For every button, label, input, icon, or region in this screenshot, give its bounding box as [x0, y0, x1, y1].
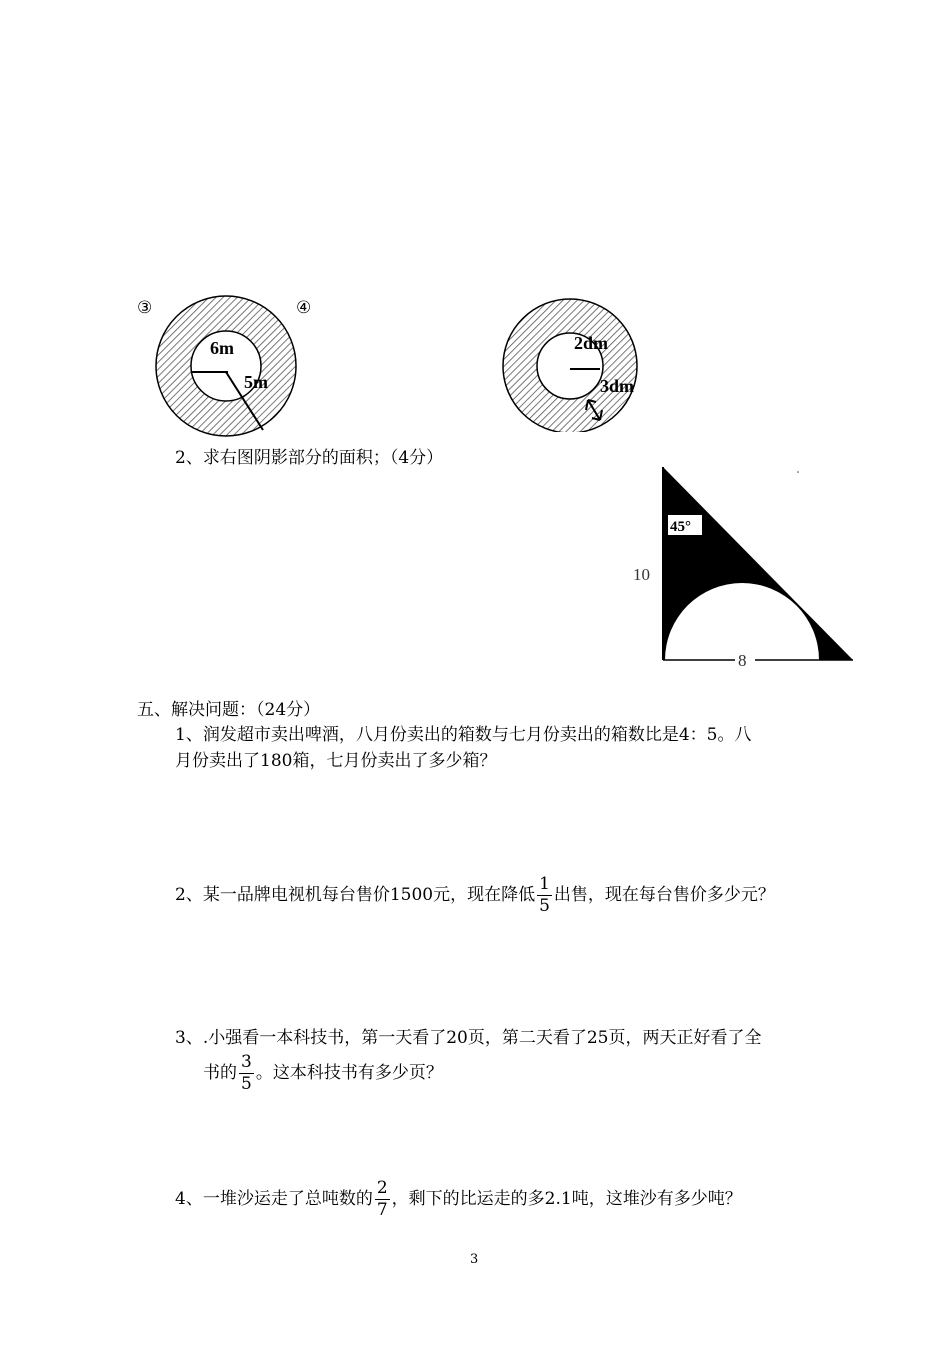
question-2-text: 2、求右图阴影部分的面积；（4分） [175, 448, 444, 468]
problem-3-line-2 [203, 1054, 443, 1093]
problem-4-text-after: ，剩下的比运走的多2.1吨，这堆沙有多少吨？ [391, 1189, 742, 1209]
height-label: 10 [633, 565, 650, 584]
fraction-denominator: 5 [241, 1074, 252, 1094]
base-label: 8 [738, 651, 747, 670]
fraction-denominator: 5 [539, 896, 550, 916]
fraction-numerator: 1 [539, 874, 550, 894]
figure-4-marker: ④ [296, 298, 312, 318]
inner-radius-label: 6m [210, 338, 234, 358]
page-number: 3 [470, 1252, 479, 1267]
outer-width-label: 5m [244, 372, 268, 392]
fraction-denominator: 7 [376, 1200, 388, 1220]
problem-4 [175, 1180, 742, 1219]
problem-3-text-after: 。这本科技书有多少页？ [255, 1063, 443, 1083]
fraction-two-sevenths [375, 1180, 390, 1219]
problem-2 [175, 876, 775, 915]
fraction-numerator: 3 [241, 1052, 252, 1072]
problem-2-text-after: 出售，现在每台售价多少元？ [553, 885, 775, 905]
problem-3-text-before: 书的 [203, 1063, 237, 1083]
figure-3-marker: ③ [137, 298, 153, 318]
inner-radius-label: 2dm [574, 333, 609, 353]
fraction-numerator: 2 [376, 1178, 388, 1198]
problem-4-text-before: 4、一堆沙运走了总吨数的 [175, 1189, 373, 1209]
fraction-three-fifths [239, 1054, 254, 1093]
problem-2-text-before: 2、某一品牌电视机每台售价1500元，现在降低 [175, 885, 536, 905]
problem-1-line-1: 1、润发超市卖出啤酒，八月份卖出的箱数与七月份卖出的箱数比是4：5。八 [175, 725, 752, 745]
triangle-semicircle-figure [628, 462, 863, 672]
angle-label: 45° [670, 519, 691, 535]
outer-width-label: 3dm [600, 376, 635, 396]
problem-3-line-1: 3、.小强看一本科技书，第一天看了20页，第二天看了25页，两天正好看了全 [175, 1028, 762, 1048]
annulus-figure-4 [500, 292, 660, 432]
fraction-one-fifth [537, 876, 552, 915]
problem-1-line-2: 月份卖出了180箱，七月份卖出了多少箱？ [175, 751, 497, 771]
annulus-figure-3 [150, 292, 310, 447]
section-5-heading: 五、解决问题：（24分） [137, 700, 321, 720]
